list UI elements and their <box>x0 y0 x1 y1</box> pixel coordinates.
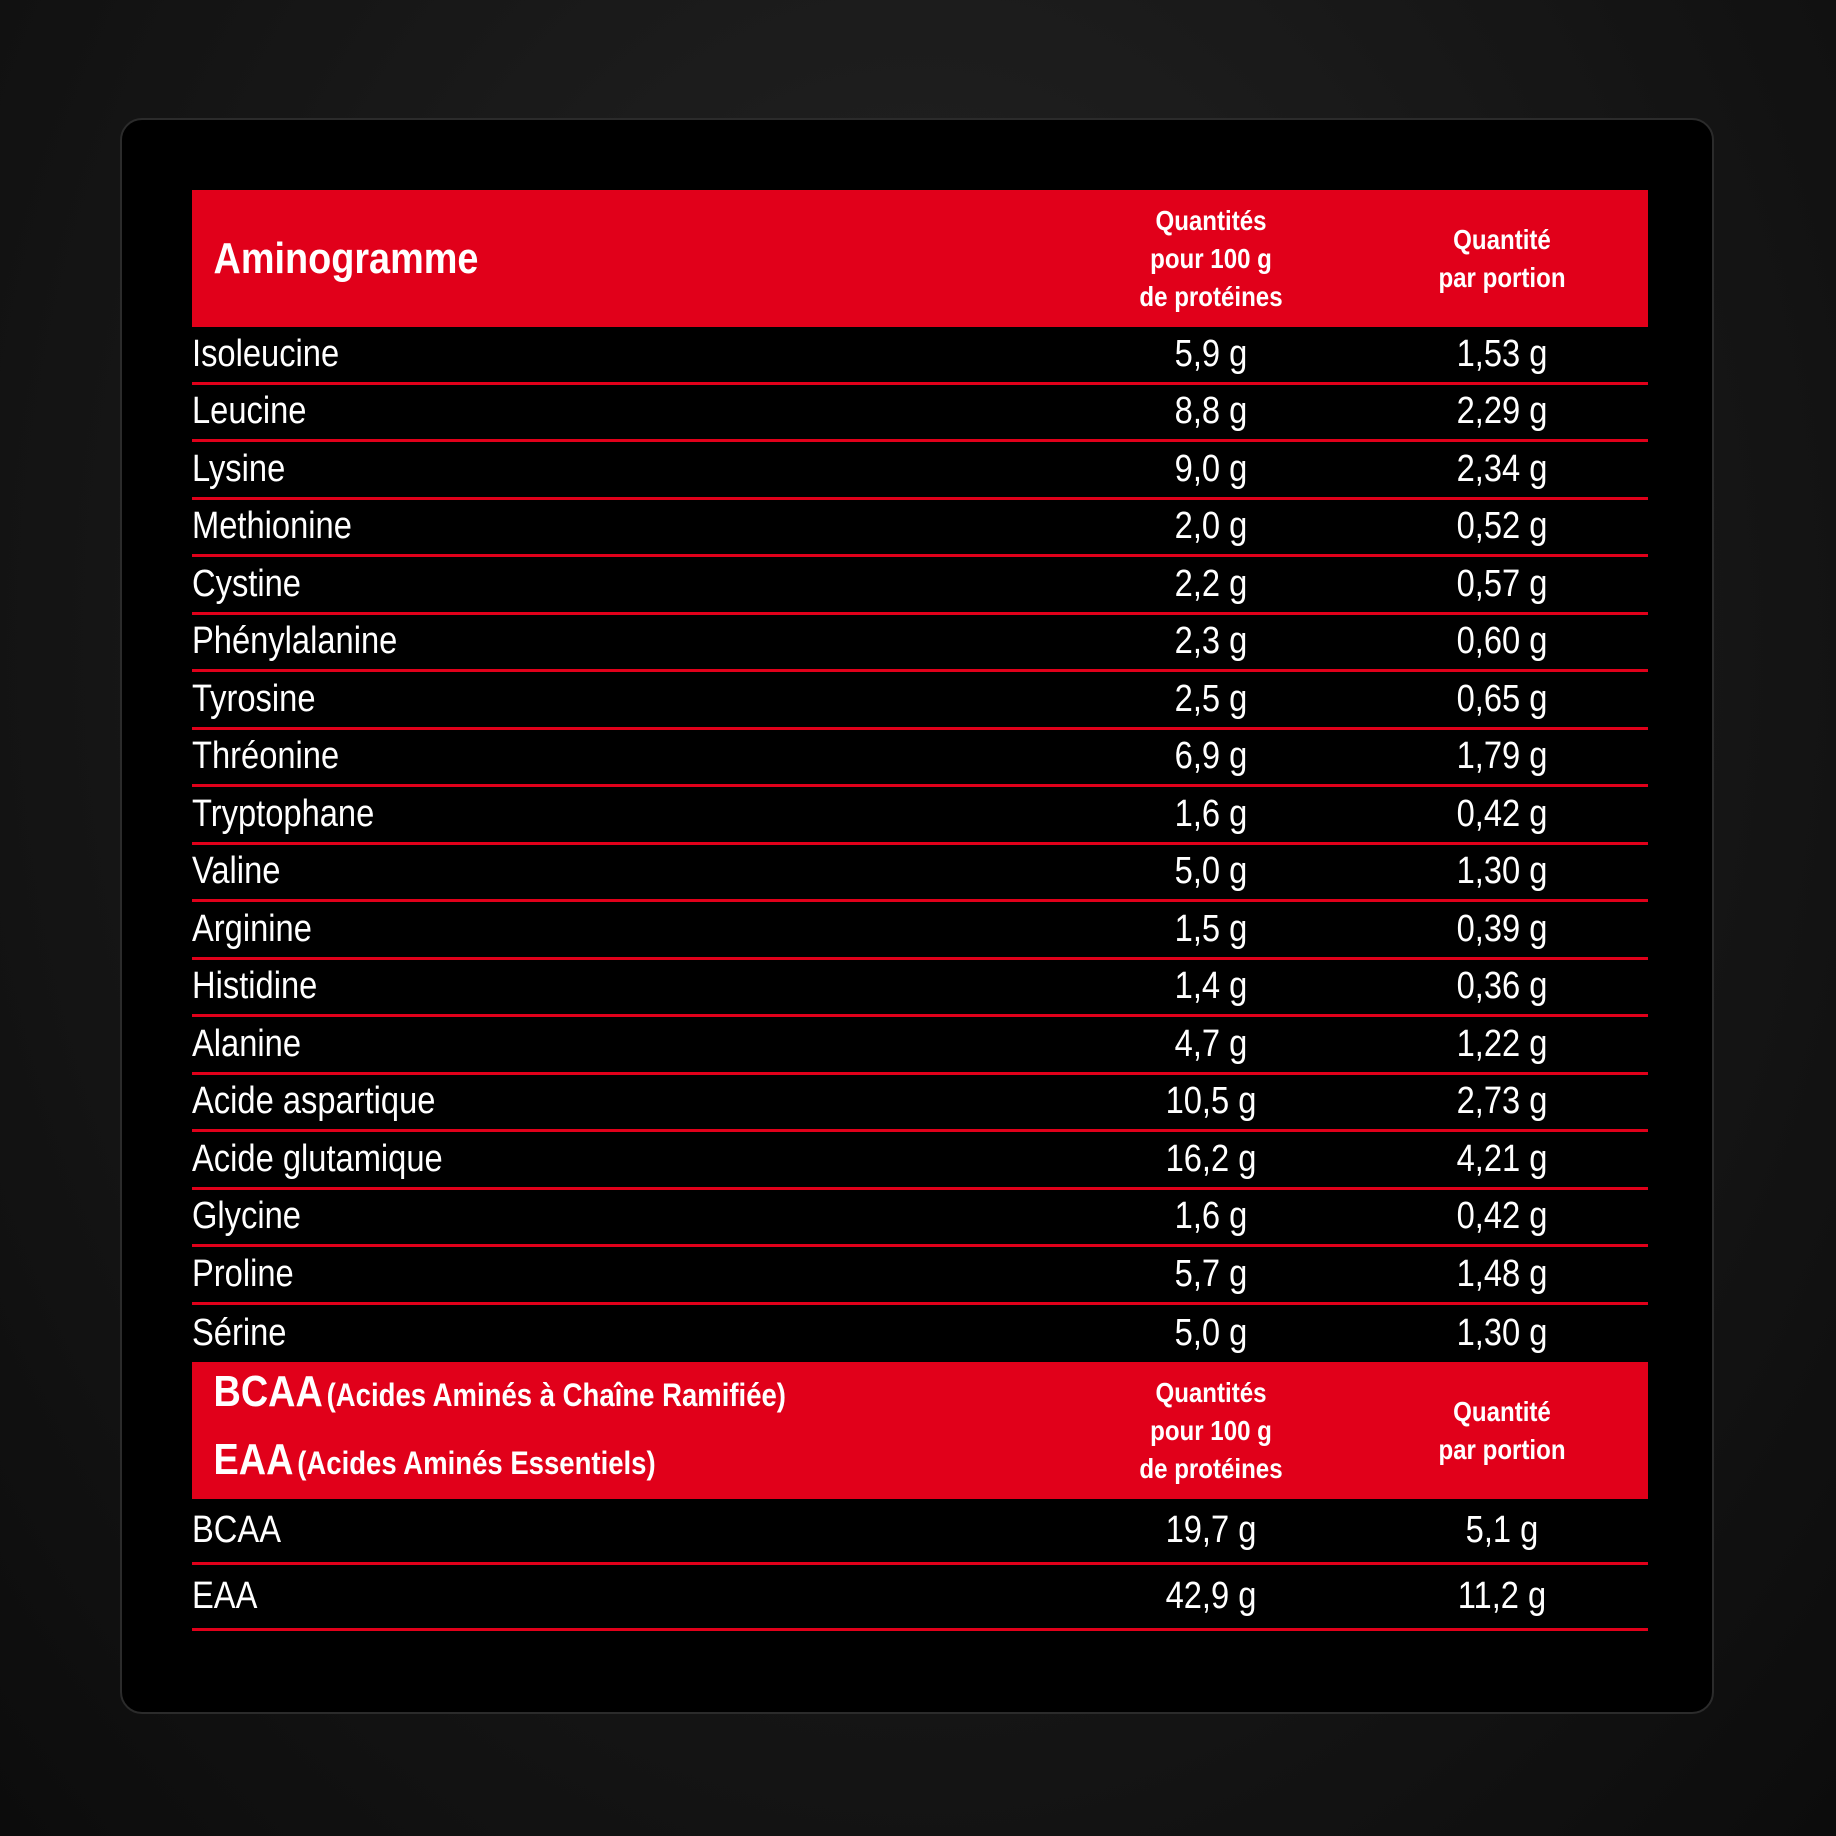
value-per-portion: 2,29 g <box>1456 390 1548 433</box>
header-per-portion: Quantité par portion <box>1438 223 1566 293</box>
value-per-portion: 2,73 g <box>1456 1080 1548 1123</box>
amino-name: Isoleucine <box>192 332 340 375</box>
value-per-portion: 5,1 g <box>1465 1509 1539 1551</box>
aminogram-title: Aminogramme <box>213 233 479 283</box>
value-per-portion: 0,52 g <box>1456 505 1548 548</box>
value-per-100g: 19,7 g <box>1165 1509 1257 1551</box>
value-per-100g: 1,4 g <box>1174 965 1248 1008</box>
value-per-portion: 0,42 g <box>1456 792 1548 835</box>
table-row <box>192 615 1648 673</box>
table-row <box>192 500 1648 558</box>
table-row <box>192 1499 1648 1565</box>
bcaa-eaa-title <box>192 1363 944 1499</box>
amino-name: Cystine <box>192 562 301 605</box>
table-row <box>192 1190 1648 1248</box>
bcaa-title-line <box>214 1363 944 1431</box>
value-per-portion: 1,30 g <box>1456 850 1548 893</box>
amino-name: Histidine <box>192 965 318 1008</box>
table-row <box>192 1075 1648 1133</box>
value-per-portion: 11,2 g <box>1457 1575 1547 1617</box>
value-per-100g: 5,0 g <box>1174 1311 1248 1354</box>
value-per-100g: 5,7 g <box>1174 1252 1248 1295</box>
amino-name: Acide aspartique <box>192 1080 436 1123</box>
table-row <box>192 327 1648 385</box>
value-per-100g: 5,9 g <box>1174 332 1248 375</box>
aminogram-header <box>192 190 1648 327</box>
amino-name: Tyrosine <box>192 677 316 720</box>
table-row <box>192 1132 1648 1190</box>
aminogram-table <box>192 190 1648 1631</box>
amino-name: Lysine <box>192 447 286 490</box>
table-row <box>192 1305 1648 1363</box>
eaa-desc: (Acides Aminés Essentiels) <box>297 1444 656 1481</box>
table-row <box>192 1565 1648 1631</box>
value-per-portion: 1,22 g <box>1456 1022 1548 1065</box>
amino-name: Proline <box>192 1252 294 1295</box>
value-per-portion: 0,60 g <box>1456 620 1548 663</box>
table-row <box>192 730 1648 788</box>
bcaa-desc: (Acides Aminés à Chaîne Ramifiée) <box>326 1376 786 1413</box>
bcaa-header-per-100g: Quantités pour 100 g de protéines <box>1139 1376 1283 1484</box>
value-per-portion: 0,39 g <box>1456 907 1548 950</box>
bcaa-header-per-portion: Quantité par portion <box>1438 1395 1566 1465</box>
amino-name: Thréonine <box>192 735 340 778</box>
value-per-100g: 2,3 g <box>1174 620 1248 663</box>
amino-name: Leucine <box>192 390 307 433</box>
table-row <box>192 902 1648 960</box>
amino-name: BCAA <box>192 1509 281 1551</box>
value-per-portion: 0,36 g <box>1456 965 1548 1008</box>
bcaa-eaa-header <box>192 1362 1648 1499</box>
value-per-portion: 0,57 g <box>1456 562 1548 605</box>
value-per-100g: 2,0 g <box>1174 505 1248 548</box>
value-per-100g: 8,8 g <box>1174 390 1248 433</box>
value-per-100g: 16,2 g <box>1165 1137 1257 1180</box>
amino-name: Alanine <box>192 1022 302 1065</box>
table-row <box>192 845 1648 903</box>
header-per-100g: Quantités pour 100 g de protéines <box>1139 204 1283 312</box>
value-per-100g: 42,9 g <box>1165 1575 1257 1617</box>
value-per-portion: 2,34 g <box>1456 447 1548 490</box>
table-row <box>192 557 1648 615</box>
value-per-100g: 6,9 g <box>1174 735 1248 778</box>
value-per-portion: 4,21 g <box>1456 1137 1548 1180</box>
table-row <box>192 787 1648 845</box>
amino-name: Arginine <box>192 907 312 950</box>
value-per-100g: 1,6 g <box>1174 1195 1248 1238</box>
table-row <box>192 1247 1648 1305</box>
value-per-portion: 1,48 g <box>1456 1252 1548 1295</box>
bcaa-eaa-body <box>192 1499 1648 1631</box>
value-per-100g: 1,6 g <box>1174 792 1248 835</box>
value-per-portion: 1,30 g <box>1456 1311 1548 1354</box>
aminogram-body <box>192 327 1648 1362</box>
amino-name: Valine <box>192 850 281 893</box>
amino-name: Methionine <box>192 505 352 548</box>
value-per-portion: 1,79 g <box>1456 735 1548 778</box>
table-row <box>192 1017 1648 1075</box>
table-row <box>192 672 1648 730</box>
amino-name: Tryptophane <box>192 792 375 835</box>
value-per-100g: 2,5 g <box>1174 677 1248 720</box>
value-per-100g: 9,0 g <box>1174 447 1248 490</box>
amino-name: Acide glutamique <box>192 1137 443 1180</box>
value-per-100g: 5,0 g <box>1174 850 1248 893</box>
value-per-portion: 0,65 g <box>1456 677 1548 720</box>
table-row <box>192 385 1648 443</box>
amino-name: Sérine <box>192 1311 287 1354</box>
value-per-portion: 1,53 g <box>1456 332 1548 375</box>
eaa-abbr: EAA <box>213 1434 294 1484</box>
bcaa-abbr: BCAA <box>213 1366 323 1416</box>
value-per-portion: 0,42 g <box>1456 1195 1548 1238</box>
amino-name: EAA <box>192 1575 258 1617</box>
amino-name: Phénylalanine <box>192 620 398 663</box>
value-per-100g: 2,2 g <box>1174 562 1248 605</box>
value-per-100g: 1,5 g <box>1174 907 1248 950</box>
amino-name: Glycine <box>192 1195 301 1238</box>
eaa-title-line <box>214 1431 944 1499</box>
table-row <box>192 960 1648 1018</box>
value-per-100g: 4,7 g <box>1174 1022 1248 1065</box>
value-per-100g: 10,5 g <box>1165 1080 1257 1123</box>
nutrition-panel <box>120 118 1714 1714</box>
table-row <box>192 442 1648 500</box>
